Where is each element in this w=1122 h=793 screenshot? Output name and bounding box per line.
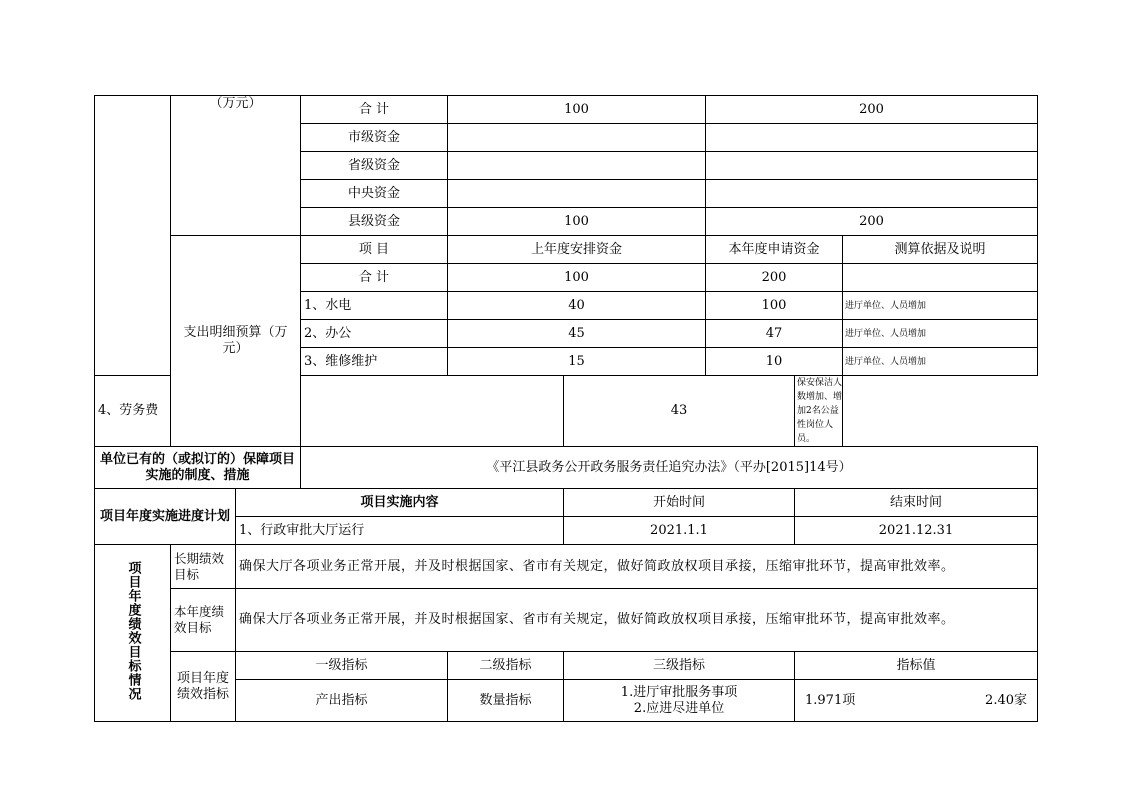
expense-item: 1、水电 — [301, 292, 448, 320]
funding-label: 合 计 — [301, 96, 448, 124]
funding-prev-value — [448, 124, 706, 152]
policy-row — [95, 447, 1038, 489]
expense-basis: 进厅单位、人员增加 — [843, 320, 1038, 348]
schedule-header-end: 结束时间 — [795, 489, 1038, 517]
expense-item: 合 计 — [301, 264, 448, 292]
expense-header-row — [95, 236, 1038, 264]
left-blank-cell — [95, 96, 171, 376]
funding-curr-value — [706, 180, 1038, 208]
schedule-content: 1、行政审批大厅运行 — [236, 517, 564, 545]
funding-curr-value: 200 — [706, 96, 1038, 124]
expense-item: 4、劳务费 — [95, 376, 171, 447]
schedule-start: 2021.1.1 — [564, 517, 795, 545]
expense-header-prev: 上年度安排资金 — [448, 236, 706, 264]
budget-table — [94, 95, 1038, 722]
schedule-header-start: 开始时间 — [564, 489, 795, 517]
schedule-row — [95, 517, 1038, 545]
long-term-label: 长期绩效目标 — [171, 545, 236, 589]
schedule-end: 2021.12.31 — [795, 517, 1038, 545]
indicator-value — [795, 680, 1038, 722]
schedule-label: 项目年度实施进度计划 — [95, 489, 236, 545]
expense-label: 支出明细预算（万元） — [171, 236, 301, 447]
indicator-header-value: 指标值 — [795, 652, 1038, 680]
indicators-label: 项目年度绩效指标 — [171, 652, 236, 722]
annual-label: 本年度绩效目标 — [171, 589, 236, 652]
expense-prev: 40 — [448, 292, 706, 320]
expense-curr: 47 — [706, 320, 843, 348]
expense-item: 3、维修维护 — [301, 348, 448, 376]
expense-basis: 进厅单位、人员增加 — [843, 348, 1038, 376]
indicator-value-b: 2.40家 — [985, 692, 1027, 708]
indicator-level3-b: 2.应进尽进单位 — [633, 700, 725, 716]
expense-prev: 100 — [448, 264, 706, 292]
funding-curr-value — [706, 152, 1038, 180]
indicator-header-level1: 一级指标 — [236, 652, 448, 680]
indicator-header-level2: 二级指标 — [448, 652, 564, 680]
long-term-text: 确保大厅各项业务正常开展，并及时根据国家、省市有关规定，做好简政放权项目承接，压缩审批环节，提高审批效率。 — [236, 545, 1038, 589]
funding-prev-value: 100 — [448, 96, 706, 124]
performance-label-text: 项目年度绩效目标情况 — [125, 560, 141, 701]
schedule-header-row — [95, 489, 1038, 517]
indicator-level1: 产出指标 — [236, 680, 448, 722]
expense-curr: 43 — [564, 376, 795, 447]
performance-long-term-row — [95, 545, 1038, 589]
indicator-value-a: 1.971项 — [805, 692, 856, 708]
expense-basis — [843, 264, 1038, 292]
funding-prev-value — [448, 152, 706, 180]
schedule-header-content: 项目实施内容 — [236, 489, 564, 517]
expense-prev: 15 — [448, 348, 706, 376]
indicator-level2: 数量指标 — [448, 680, 564, 722]
indicator-row — [95, 680, 1038, 722]
budget-table-sheet — [94, 95, 1038, 722]
funding-prev-value: 100 — [448, 208, 706, 236]
indicator-level3-a: 1.进厅审批服务事项 — [620, 684, 738, 700]
funding-label: 省级资金 — [301, 152, 448, 180]
performance-annual-row — [95, 589, 1038, 652]
policy-label: 单位已有的（或拟订的）保障项目实施的制度、措施 — [95, 447, 301, 489]
funding-label: 县级资金 — [301, 208, 448, 236]
expense-header-item: 项 目 — [301, 236, 448, 264]
indicators-header-row — [95, 652, 1038, 680]
funding-label: 中央资金 — [301, 180, 448, 208]
funding-curr-value: 200 — [706, 208, 1038, 236]
expense-curr: 200 — [706, 264, 843, 292]
funding-label: 市级资金 — [301, 124, 448, 152]
expense-curr: 100 — [706, 292, 843, 320]
performance-label — [95, 545, 171, 722]
expense-prev: 45 — [448, 320, 706, 348]
funding-row — [95, 96, 1038, 124]
annual-text: 确保大厅各项业务正常开展，并及时根据国家、省市有关规定，做好简政放权项目承接，压缩审批环节，提高审批效率。 — [236, 589, 1038, 652]
funding-prev-value — [448, 180, 706, 208]
expense-prev — [301, 376, 564, 447]
funding-curr-value — [706, 124, 1038, 152]
expense-header-curr: 本年度申请资金 — [706, 236, 843, 264]
expense-curr: 10 — [706, 348, 843, 376]
policy-value: 《平江县政务公开政务服务责任追究办法》（平办[2015]14号） — [301, 447, 1038, 489]
expense-basis: 进厅单位、人员增加 — [843, 292, 1038, 320]
funding-unit-label: （万元） — [171, 96, 301, 236]
expense-header-basis: 测算依据及说明 — [843, 236, 1038, 264]
indicator-header-level3: 三级指标 — [564, 652, 795, 680]
indicator-level3 — [564, 680, 795, 722]
expense-item: 2、办公 — [301, 320, 448, 348]
expense-basis: 保安保洁人数增加、增加2名公益性岗位人员。 — [795, 376, 843, 447]
